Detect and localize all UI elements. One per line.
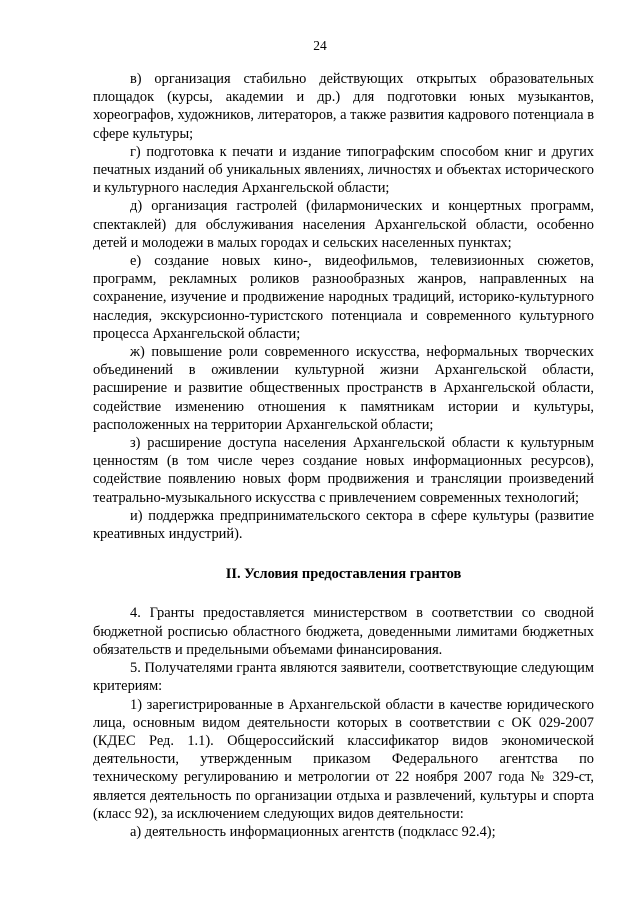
- list-item-zh: ж) повышение роли современного искусства, неформальных творческих объединений в оживлении культурной жизни Архангельской области, расширение и развитие общественных пространств в Архангельской области, содействие изменению отношения к памятникам истории и культуры, расположенных на территории Архангельской области;: [93, 344, 594, 433]
- document-body: [93, 70, 594, 841]
- paragraph-4: 4. Гранты предоставляется министерством в соответствии со сводной бюджетной росписью областного бюджета, доведенными лимитами бюджетных обязательств и предельными объемами финансирования.: [93, 605, 594, 658]
- criterion-1: 1) зарегистрированные в Архангельской области в качестве юридического лица, основным видом деятельности которых в соответствии с ОК 029-2007 (КДЕС Ред. 1.1). Общероссийский классификатор видов экономической деятельности, утвержденным приказом Федерального агентства по техническому регулированию и метрологии от 22 ноября 2007 года № 329-ст, является деятельность по организации отдыха и развлечений, культуры и спорта (класс 92), за исключением следующих видов деятельности:: [93, 696, 594, 822]
- list-item-z: з) расширение доступа населения Архангельской области к культурным ценностям (в том числе через создание новых информационных ресурсов), содействие появлению новых форм продвижения и трансляции произведений театрально-музыкального искусства с привлечением современных технологий;: [93, 435, 594, 506]
- list-item-g: г) подготовка к печати и издание типографским способом книг и других печатных изданий об уникальных явлениях, личностях и объектах исторического и культурного наследия Архангельской области;: [93, 143, 594, 197]
- list-item-e: е) создание новых кино-, видеофильмов, телевизионных сюжетов, программ, рекламных роликов разнообразных жанров, направленных на сохранение, изучение и продвижение народных традиций, историко-культурного наследия, экскурсионно-туристского потенциала и современного культурного процесса Архангельской области;: [93, 253, 594, 342]
- page-number: 24: [313, 38, 327, 53]
- paragraph-5: 5. Получателями гранта являются заявители, соответствующие следующим критериям:: [93, 660, 594, 695]
- list-item-i: и) поддержка предпринимательского сектора в сфере культуры (развитие креативных индустрий).: [93, 507, 594, 543]
- criterion-1-a: а) деятельность информационных агентств (подкласс 92.4);: [130, 823, 496, 840]
- list-item-v: в) организация стабильно действующих открытых образовательных площадок (курсы, академии и др.) для подготовки юных музыкантов, хореографов, художников, литераторов, а также развития кадрового потенциала в сфере культуры;: [93, 71, 594, 142]
- section-heading: II. Условия предоставления грантов: [225, 566, 462, 583]
- list-item-d: д) организация гастролей (филармонических и концертных программ, спектаклей) для обслуживания населения Архангельской области, особенно детей и молодежи в малых городах и сельских населенных пунктах;: [93, 198, 594, 251]
